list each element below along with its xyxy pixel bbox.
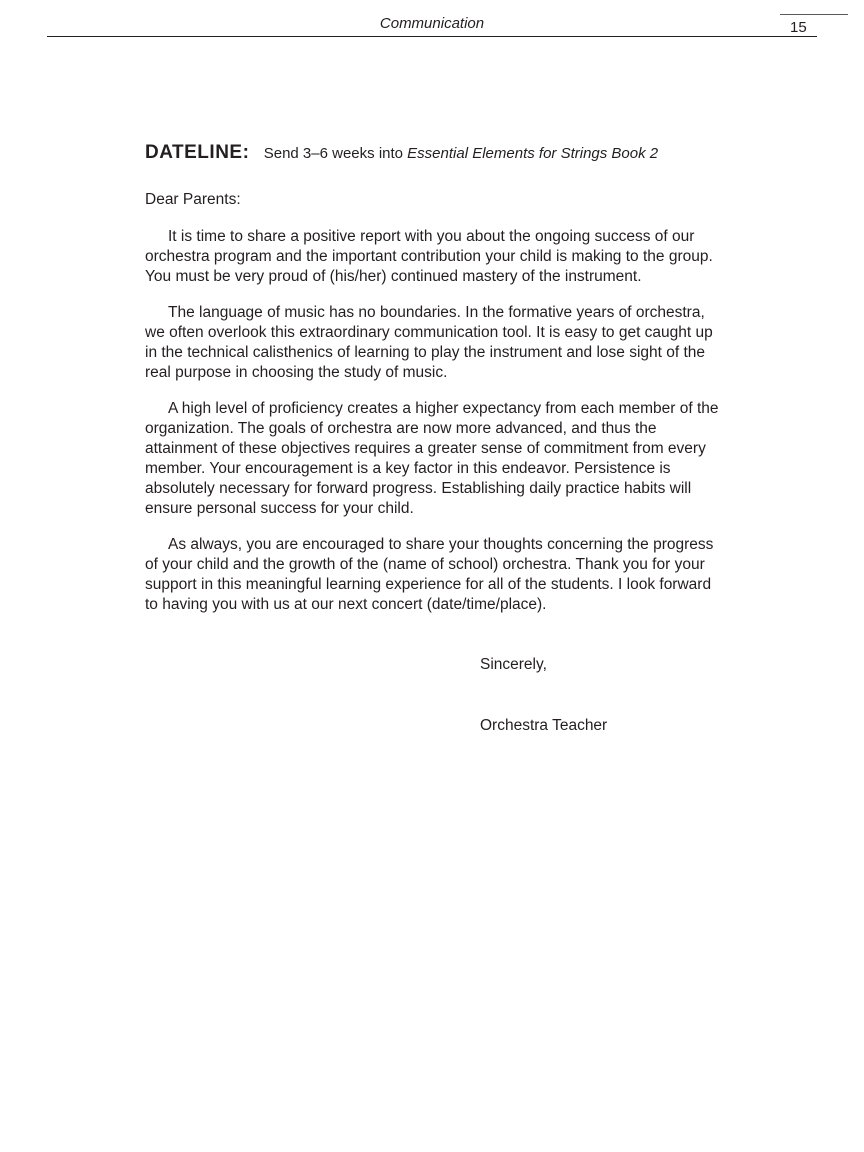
dateline-label: DATELINE:: [145, 142, 250, 163]
page-number-tab: [780, 14, 848, 36]
dateline-text: Send 3–6 weeks into: [263, 145, 408, 162]
dateline-line: [145, 143, 725, 164]
letter-body: [145, 143, 725, 736]
letter-signature: Orchestra Teacher: [480, 717, 608, 734]
letter-paragraph-1: It is time to share a positive report with you about the ongoing success of our orchestra program and the important contribution your child is making to the group. You must be very proud of (his/her) continued mastery of the instrument.: [145, 228, 713, 285]
header-rule: [47, 36, 817, 37]
running-header-title: Communication: [379, 15, 485, 32]
letter-paragraph-4: As always, you are encouraged to share your thoughts concerning the progress of your child and the growth of the (name of school) orchestra. Thank you for your support in this meaningful learning experience for all of the students. I look forward to having you with us at our next concert (date/time/place).: [145, 536, 714, 613]
letter-salutation: Dear Parents:: [145, 191, 241, 208]
letter-paragraph-2: The language of music has no boundaries. In the formative years of orchestra, we often overlook this extraordinary communication tool. It is easy to get caught up in the technical calisthenics of learning to play the instrument and lose sight of the real purpose in choosing the study of music.: [145, 304, 713, 381]
dateline-book-title: Essential Elements for Strings Book 2: [407, 145, 659, 162]
page-number: 15: [790, 19, 807, 36]
letter-paragraph-3: A high level of proficiency creates a higher expectancy from each member of the organization. The goals of orchestra are now more advanced, and thus the attainment of these objectives requires a greater sense of commitment from every member. Your encouragement is a key factor in this endeavor. Persistence is absolutely necessary for forward progress. Establishing daily practice habits will ensure personal success for your child.: [145, 400, 719, 517]
letter-closing: Sincerely,: [480, 656, 547, 673]
